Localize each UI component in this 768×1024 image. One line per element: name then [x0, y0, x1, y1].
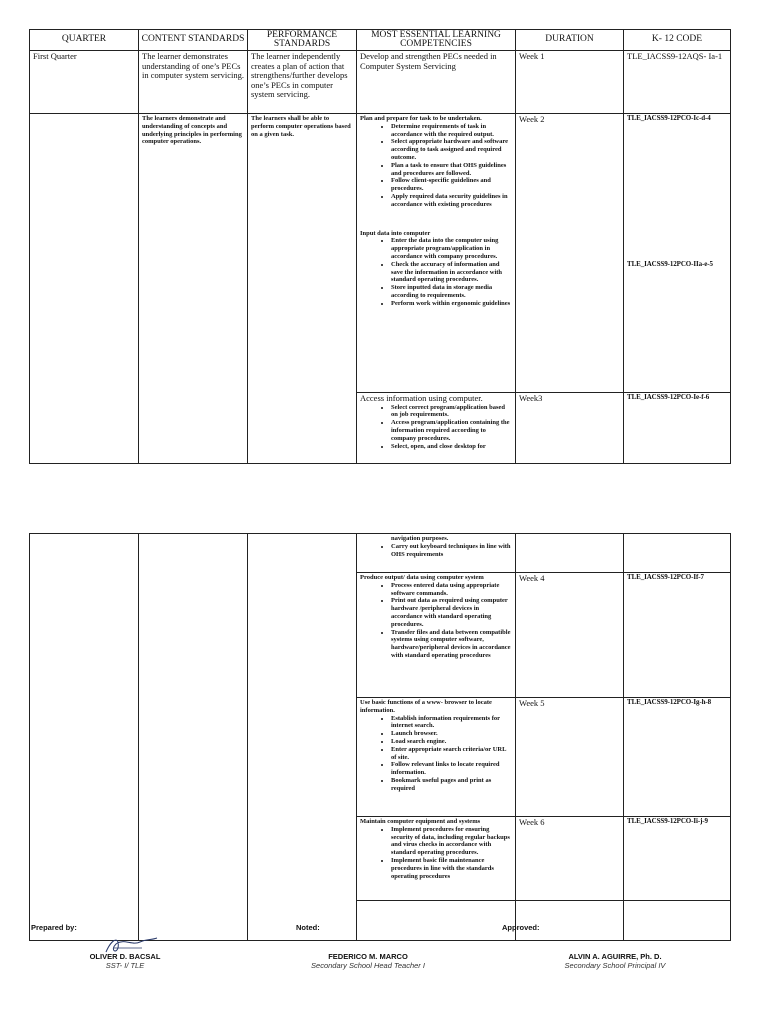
competency-heading: Use basic functions of a www- browser to locate information. [360, 699, 492, 714]
prepared-by-block [60, 952, 190, 970]
list-item: • Implement basic file maintenance procedures in line with the standards operating procedures [391, 857, 512, 880]
code-cell: TLE_IACSS9-12PCO-If-7 [624, 573, 731, 698]
competency-cell [357, 393, 516, 464]
list-item: • Select, open, and close desktop for [391, 443, 512, 451]
list-item: • Check the accuracy of information and save the information in accordance with standard operating procedures. [391, 261, 512, 284]
list-item: • Access program/application containing the information required according to company procedures. [391, 419, 512, 442]
code-cell: TLE_IACSS9-12AQS- Ia-1 [624, 51, 731, 114]
duration-cell: Week 5 [516, 698, 624, 817]
list-item: • Determine requirements of task in accordance with the required output. [391, 123, 512, 139]
duration-cell: Week 1 [516, 51, 624, 114]
header-k12-code: K- 12 CODE [624, 30, 731, 51]
list-item: • Plan a task to ensure that OHS guidelines and procedures are followed. [391, 162, 512, 178]
code-cell: TLE_IACSS9-12PCO-Ie-f-6 [624, 393, 731, 464]
header-row [30, 30, 731, 51]
k12-code: TLE_IACSS9-12PCO-Ic-d-4 [627, 114, 711, 122]
competency-heading: Input data into computer [360, 229, 431, 237]
list-item: • Process entered data using appropriate software commands. [391, 582, 512, 598]
list-item: • Follow client-specific guidelines and procedures. [391, 177, 512, 193]
k12-code: TLE_IACSS9-12PCO-IIa-e-5 [627, 259, 713, 268]
competency-list [360, 715, 512, 793]
list-item: • Bookmark useful pages and print as required [391, 777, 512, 793]
performance-standard-cell: The learner independently creates a plan of action that strengthens/further develops one’s PECs in computer system servicing. [248, 51, 357, 114]
list-item: • Select correct program/application based on job requirements. [391, 404, 512, 420]
competency-cell-empty [357, 901, 516, 941]
table-row [30, 51, 731, 114]
competency-cell [357, 534, 516, 573]
noted-by-block [283, 952, 453, 970]
header-performance-standards: PERFORMANCE STANDARDS [248, 30, 357, 51]
competency-list [360, 582, 512, 660]
prepared-by-label: Prepared by: [31, 923, 77, 932]
code-cell-empty [624, 901, 731, 941]
quarter-cell-empty [30, 534, 139, 941]
approved-by-block [530, 952, 700, 970]
approved-title: Secondary School Principal IV [564, 961, 666, 970]
competency-cell [357, 573, 516, 698]
table-row [30, 534, 731, 573]
duration-cell: Week3 [516, 393, 624, 464]
list-item: • Enter the data into the computer using appropriate program/application in accordance with company procedures. [391, 237, 512, 260]
prepared-title: SST- I/ TLE [105, 961, 145, 970]
content-standard-cell: The learner demonstrates understanding of one’s PECs in computer system servicing. [139, 51, 248, 114]
list-item: • Load search engine. [391, 738, 512, 746]
code-cell: TLE_IACSS9-12PCO-Ii-j-9 [624, 817, 731, 901]
curriculum-table-page-2 [29, 533, 731, 941]
code-cell [624, 114, 731, 393]
duration-cell: Week 4 [516, 573, 624, 698]
competency-list [360, 123, 512, 209]
header-competencies: MOST ESSENTIAL LEARNING COMPETENCIES [357, 30, 516, 51]
approved-name: ALVIN A. AGUIRRE, Ph. D. [568, 952, 662, 961]
quarter-cell-empty [30, 114, 139, 464]
list-item: • Follow relevant links to locate required information. [391, 761, 512, 777]
competency-cell [357, 114, 516, 393]
quarter-cell: First Quarter [30, 51, 139, 114]
content-standard-cell-empty [139, 534, 248, 941]
list-item: • Store inputted data in storage media according to requirements. [391, 284, 512, 300]
performance-standard-cell: The learners shall be able to perform computer operations based on a given task. [248, 114, 357, 464]
duration-cell: Week 2 [516, 114, 624, 393]
competency-cell [357, 817, 516, 901]
header-duration: DURATION [516, 30, 624, 51]
list-item: • Implement procedures for ensuring security of data, including regular backups and virus checks in accordance with standard operating procedures. [391, 826, 512, 857]
competency-list [360, 543, 512, 559]
noted-title: Secondary School Head Teacher I [311, 961, 425, 970]
performance-standard-cell-empty [248, 534, 357, 941]
code-cell: TLE_IACSS9-12PCO-Ig-h-8 [624, 698, 731, 817]
duration-cell-empty [516, 901, 624, 941]
content-standard-cell: The learners demonstrate and understanding of concepts and underlying principles in performing computer operations. [139, 114, 248, 464]
list-item: • Transfer files and data between compatible systems using computer software, hardware/peripheral devices in accordance with standard operating procedures [391, 629, 512, 660]
duration-cell-empty [516, 534, 624, 573]
list-item: • Print out data as required using computer hardware /peripheral devices in accordance with standard operating procedures. [391, 597, 512, 628]
prepared-name: OLIVER D. BACSAL [89, 952, 161, 961]
curriculum-table-page-1 [29, 29, 731, 464]
competency-heading: Access information using computer. [360, 393, 483, 403]
competency-list [360, 237, 512, 307]
competency-heading: Plan and prepare for task to be undertaken. [360, 115, 482, 122]
list-item: • Carry out keyboard techniques in line with OHS requirements [391, 543, 512, 559]
noted-label: Noted: [296, 923, 320, 932]
competency-list [360, 404, 512, 451]
approved-label: Approved: [502, 923, 540, 932]
competency-list [360, 826, 512, 881]
list-item: • Establish information requirements for internet search. [391, 715, 512, 731]
header-content-standards: CONTENT STANDARDS [139, 30, 248, 51]
continued-text: navigation purposes. [391, 535, 449, 542]
table-row [30, 114, 731, 393]
header-quarter: QUARTER [30, 30, 139, 51]
competency-heading: Produce output/ data using computer system [360, 574, 484, 581]
list-item: • Apply required data security guidelines in accordance with existing procedures [391, 193, 512, 209]
list-item: • Perform work within ergonomic guidelines [391, 300, 512, 308]
competency-heading: Maintain computer equipment and systems [360, 818, 481, 825]
list-item: • Enter appropriate search criteria/or URL of site. [391, 746, 512, 762]
noted-name: FEDERICO M. MARCO [328, 952, 408, 961]
list-item: • Select appropriate hardware and software according to task assigned and required outcome. [391, 138, 512, 161]
code-cell-empty [624, 534, 731, 573]
list-item: • Launch browser. [391, 730, 512, 738]
duration-cell: Week 6 [516, 817, 624, 901]
competency-cell: Develop and strengthen PECs needed in Computer System Servicing [357, 51, 516, 114]
competency-cell [357, 698, 516, 817]
